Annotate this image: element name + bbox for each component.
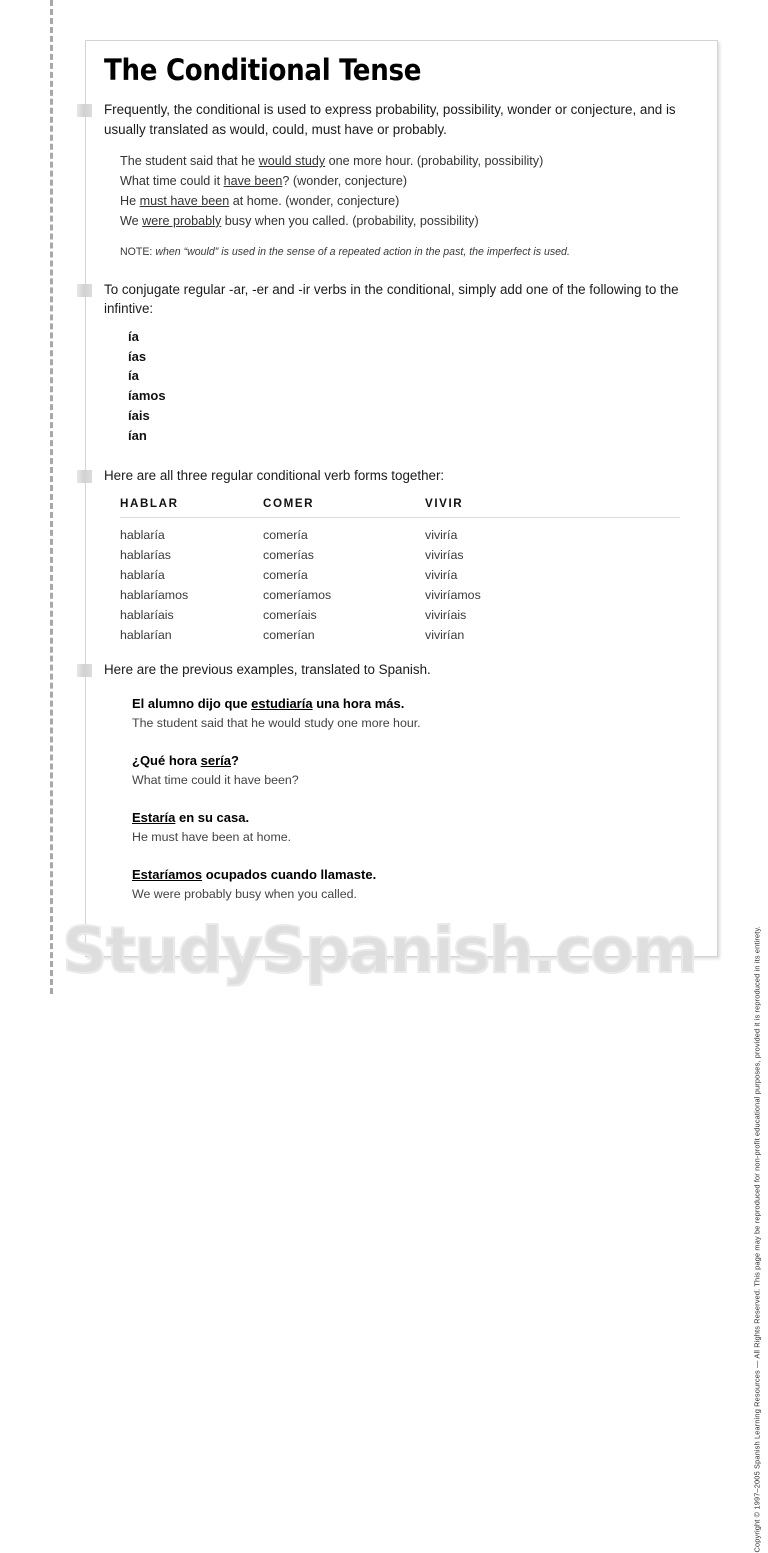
example-pre: He: [120, 193, 140, 208]
table-cell: hablaría: [120, 528, 165, 543]
bullet-square-icon: [77, 284, 92, 297]
bullet-square-icon: [77, 104, 92, 117]
table-cell: vivirían: [425, 628, 465, 643]
ending-item: íamos: [128, 388, 166, 404]
table-cell: comería: [263, 568, 308, 583]
translated-pairs-list: [132, 695, 695, 903]
spanish-underlined-verb: sería: [200, 753, 231, 769]
table-cell: viviríais: [425, 608, 467, 623]
usage-note: [120, 246, 695, 258]
spanish-sentence: [132, 752, 695, 771]
spanish-underlined-verb: Estaríamos: [132, 866, 203, 882]
english-translation: The student said that he would study one more hour.: [132, 716, 421, 731]
translated-pair: [132, 866, 695, 904]
conjugation-table-wrapper: [120, 495, 680, 646]
example-post: ? (wonder, conjecture): [282, 174, 408, 189]
table-cell: hablarían: [120, 628, 172, 643]
endings-list: [128, 327, 695, 446]
note-body: when “would” is used in the sense of a repeated action in the past, the imperfect is used.: [152, 245, 570, 258]
usage-heading: Frequently, the conditional is used to express probability, possibility, wonder or conjecture, and is usually translated as would, could, must have or probably.: [104, 102, 676, 137]
section-verb-table: [104, 466, 695, 646]
studyspanish-watermark: StudySpanish.com: [62, 914, 697, 987]
example-line: [120, 172, 695, 192]
example-underlined: would study: [258, 154, 326, 169]
translated-pair: [132, 752, 695, 790]
section-translated-examples: [104, 660, 695, 904]
spanish-underlined-verb: Estaría: [132, 810, 176, 826]
column-header-comer: COMER: [263, 495, 425, 518]
translated-pair: [132, 695, 695, 733]
column-header-vivir: VIVIR: [425, 495, 680, 518]
bullet-square-icon: [77, 470, 92, 483]
table-row: [120, 518, 680, 546]
translated-pair: [132, 809, 695, 847]
ending-item: íais: [128, 408, 150, 424]
spanish-sentence: [132, 866, 695, 885]
conjugation-table: [120, 495, 680, 646]
example-pre: We: [120, 213, 143, 228]
table-cell: viviría: [425, 568, 458, 583]
page-title: The Conditional Tense: [104, 53, 422, 87]
example-underlined: have been: [223, 174, 283, 189]
table-row: [120, 566, 680, 586]
english-translation: What time could it have been?: [132, 773, 299, 788]
translated-heading: Here are the previous examples, translated to Spanish.: [104, 662, 431, 678]
example-post: at home. (wonder, conjecture): [229, 193, 400, 208]
conjugation-heading: To conjugate regular -ar, -er and -ir verbs in the conditional, simply add one of the following to the infintive:: [104, 281, 679, 317]
section-conjugation: [104, 280, 695, 446]
example-line: [120, 152, 695, 172]
example-post: busy when you called. (probability, possibility): [221, 213, 479, 228]
ending-item: ías: [128, 348, 147, 364]
table-row: [120, 586, 680, 606]
spanish-post: ?: [231, 753, 239, 769]
table-cell: comerían: [263, 628, 315, 643]
table-cell: comerías: [263, 548, 314, 563]
tear-off-dashed-line: [50, 0, 53, 994]
content-card: [85, 40, 718, 957]
spanish-sentence: [132, 809, 695, 828]
spanish-post: una hora más.: [312, 696, 405, 712]
table-header-row: [120, 495, 680, 518]
table-cell: comeríais: [263, 608, 317, 623]
example-line: [120, 192, 695, 212]
table-cell: comería: [263, 528, 308, 543]
table-cell: viviríamos: [425, 588, 481, 603]
spanish-pre: ¿Qué hora: [132, 753, 201, 769]
spanish-post: ocupados cuando llamaste.: [202, 866, 377, 882]
ending-item: ía: [128, 328, 139, 344]
spanish-underlined-verb: estudiaría: [251, 696, 313, 712]
spanish-pre: El alumno dijo que: [132, 696, 252, 712]
ending-item: ían: [128, 428, 147, 443]
example-pre: What time could it: [120, 174, 224, 189]
table-row: [120, 626, 680, 646]
table-cell: viviría: [425, 528, 458, 543]
table-row: [120, 546, 680, 566]
bullet-square-icon: [77, 664, 92, 677]
spanish-post: en su casa.: [175, 810, 250, 826]
ending-item: ía: [128, 368, 139, 384]
spanish-sentence: [132, 695, 695, 714]
example-underlined: were probably: [142, 213, 222, 228]
table-cell: hablarías: [120, 548, 171, 563]
table-cell: hablaríais: [120, 608, 174, 623]
copyright-notice: Copyright © 1997–2005 Spanish Learning Resources — All Rights Reserved. This page may be reproduced for non-profit educational purposes, provided it is reproduced in its entirety.: [752, 926, 761, 1553]
table-row: [120, 606, 680, 626]
table-cell: hablaría: [120, 568, 165, 583]
table-cell: comeríamos: [263, 588, 332, 603]
example-pre: The student said that he: [120, 154, 259, 169]
note-label: NOTE:: [120, 245, 153, 258]
section-usage: [104, 100, 695, 257]
english-translation: We were probably busy when you called.: [132, 886, 357, 901]
example-line: [120, 212, 695, 232]
column-header-hablar: HABLAR: [120, 495, 263, 518]
example-post: one more hour. (probability, possibility): [325, 154, 544, 169]
table-heading: Here are all three regular conditional verb forms together:: [104, 467, 445, 483]
example-underlined: must have been: [139, 193, 230, 208]
table-cell: hablaríamos: [120, 588, 189, 603]
english-translation: He must have been at home.: [132, 829, 292, 844]
table-cell: vivirías: [425, 548, 464, 563]
usage-examples-list: [120, 152, 695, 232]
